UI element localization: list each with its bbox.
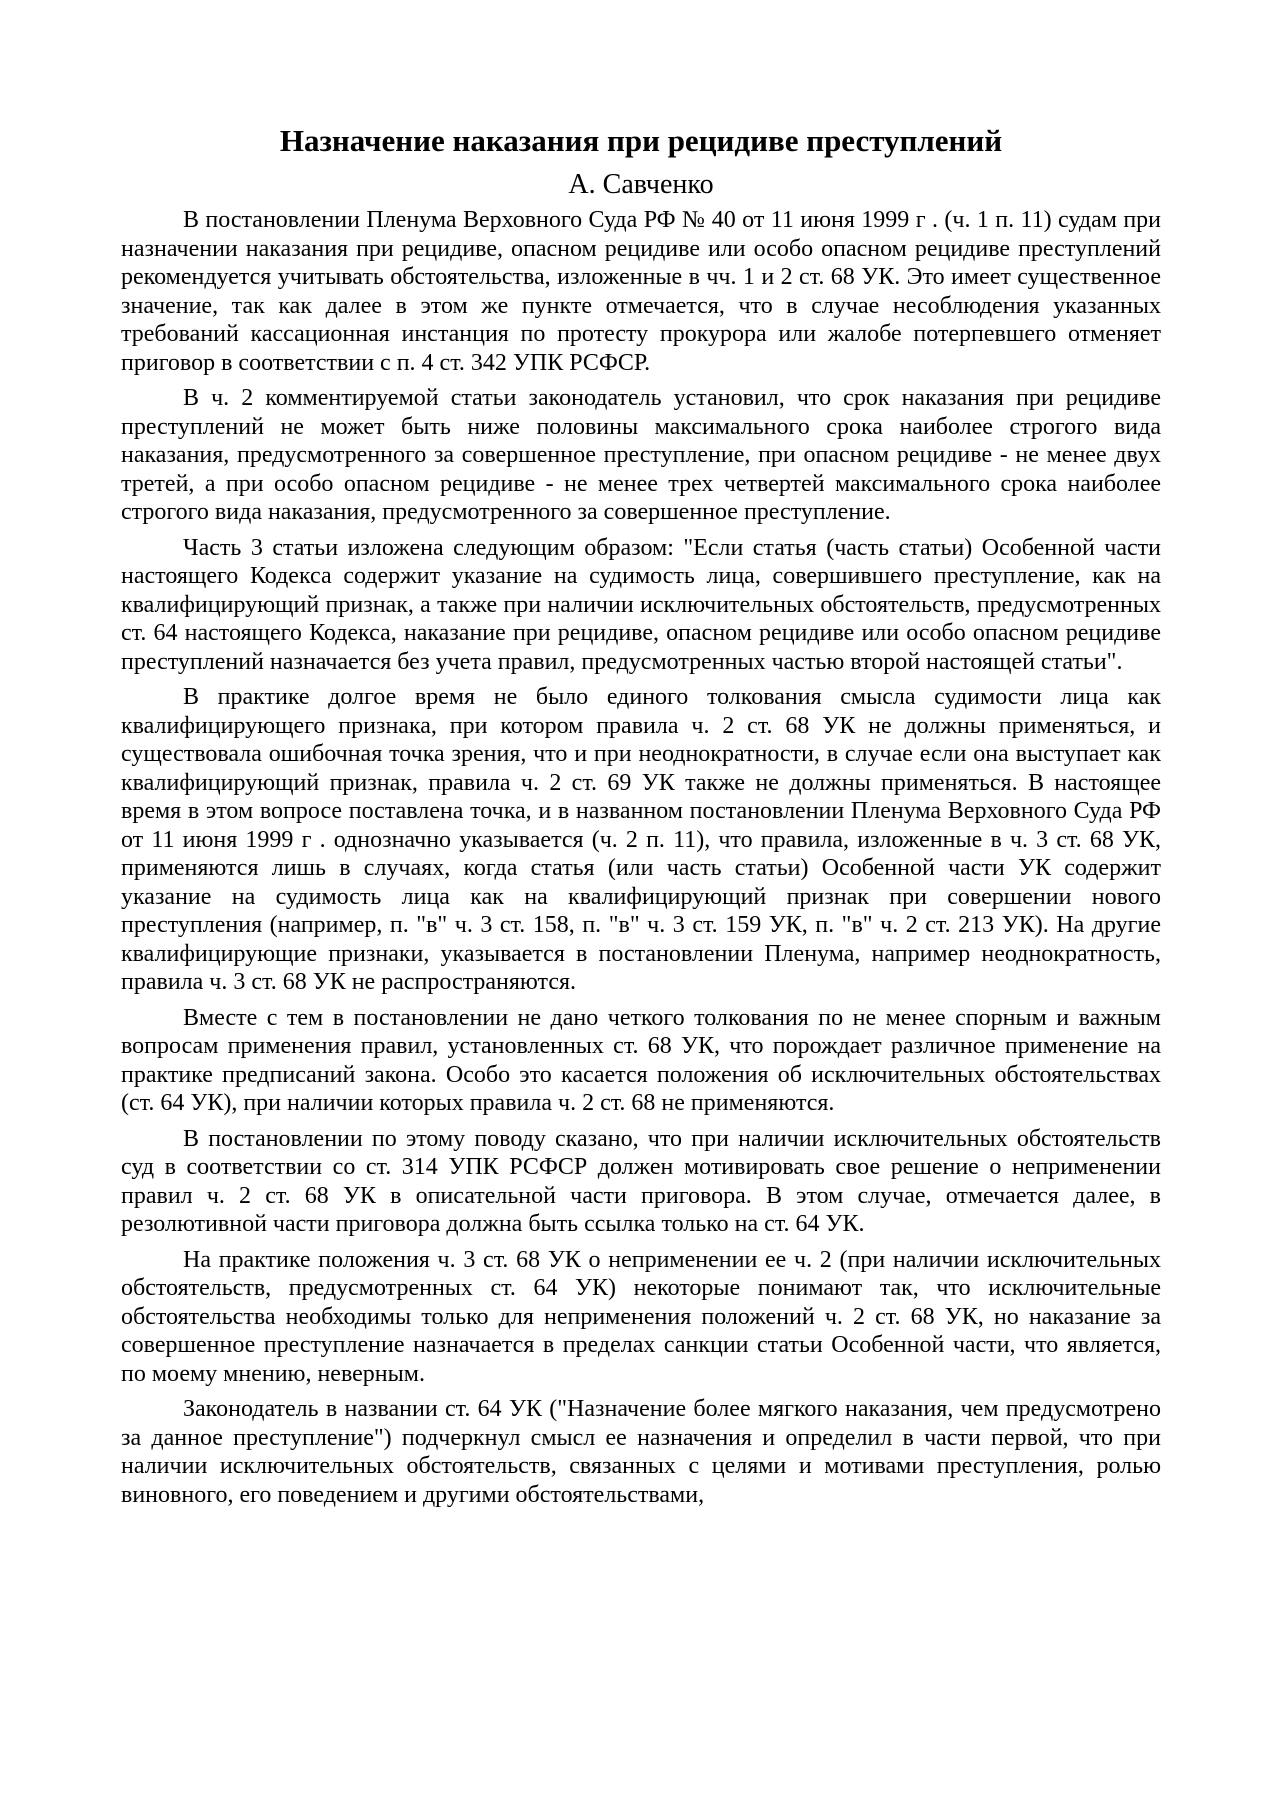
- paragraph: В ч. 2 комментируемой статьи законодатель установил, что срок наказания при рецидиве преступлений не может быть ниже половины максимального срока наиболее строгого вида наказания, предусмотренного за совершенное преступление, при опасном рецидиве - не менее двух третей, а при особо опасном рецидиве - не менее трех четвертей максимального срока наиболее строгого вида наказания, предусмотренного за совершенное преступление.: [121, 385, 1161, 525]
- document-title: Назначение наказания при рецидиве преступлений: [279, 123, 1003, 158]
- paragraph: Часть 3 статьи изложена следующим образом: "Если статья (часть статьи) Особенной части настоящего Кодекса содержит указание на судимость лица, совершившего преступление, как на квалифицирующий признак, а также при наличии исключительных обстоятельств, предусмотренных ст. 64 настоящего Кодекса, наказание при рецидиве, опасном рецидиве или особо опасном рецидиве преступлений назначается без учета правил, предусмотренных частью второй настоящей статьи".: [121, 534, 1161, 675]
- paragraph: В постановлении Пленума Верховного Суда РФ № 40 от 11 июня 1999 г . (ч. 1 п. 11) судам при назначении наказания при рецидиве, опасном рецидиве или особо опасном рецидиве преступлений рекомендуется учитывать обстоятельства, изложенные в чч. 1 и 2 ст. 68 УК. Это имеет существенное значение, так как далее в этом же пункте отмечается, что в случае несоблюдения указанных требований кассационная инстанция по протесту прокурора или жалобе потерпевшего отменяет приговор в соответствии с п. 4 ст. 342 УПК РСФСР.: [121, 207, 1161, 376]
- document-author: А. Савченко: [568, 169, 714, 200]
- document-page: [121, 116, 1161, 1516]
- paragraph: Законодатель в названии ст. 64 УК ("Назначение более мягкого наказания, чем предусмотрено за данное преступление") подчеркнул смысл ее назначения и определил в части первой, что при наличии исключительных обстоятельств, связанных с целями и мотивами преступления, ролью виновного, его поведением и другими обстоятельствами,: [121, 1396, 1161, 1508]
- paragraph: В постановлении по этому поводу сказано, что при наличии исключительных обстоятельств суд в соответствии со ст. 314 УПК РСФСР должен мотивировать свое решение о неприменении правил ч. 2 ст. 68 УК в описательной части приговора. В этом случае, отмечается далее, в резолютивной части приговора должна быть ссылка только на ст. 64 УК.: [121, 1125, 1161, 1237]
- paragraph: Вместе с тем в постановлении не дано четкого толкования по не менее спорным и важным вопросам применения правил, установленных ст. 68 УК, что порождает различное применение на практике предписаний закона. Особо это касается положения об исключительных обстоятельствах (ст. 64 УК), при наличии которых правила ч. 2 ст. 68 не применяются.: [121, 1004, 1161, 1116]
- paragraph: На практике положения ч. 3 ст. 68 УК о неприменении ее ч. 2 (при наличии исключительных обстоятельств, предусмотренных ст. 64 УК) некоторые понимают так, что исключительные обстоятельства необходимы только для неприменения положений ч. 2 ст. 68 УК, но наказание за совершенное преступление назначается в пределах санкции статьи Особенной части, что является, по моему мнению, неверным.: [121, 1246, 1161, 1387]
- paragraph: В практике долгое время не было единого толкования смысла судимости лица как квалифицирующего признака, при котором правила ч. 2 ст. 68 УК не должны применяться, и существовала ошибочная точка зрения, что и при неоднократности, в случае если она выступает как квалифицирующий признак, правила ч. 2 ст. 69 УК также не должны применяться. В настоящее время в этом вопросе поставлена точка, и в названном постановлении Пленума Верховного Суда РФ от 11 июня 1999 г . однозначно указывается (ч. 2 п. 11), что правила, изложенные в ч. 3 ст. 68 УК, применяются лишь в случаях, когда статья (или часть статьи) Особенной части УК содержит указание на судимость лица как на квалифицирующий признак при совершении нового преступления (например, п. "в" ч. 3 ст. 158, п. "в" ч. 3 ст. 159 УК, п. "в" ч. 2 ст. 213 УК). На другие квалифицирующие признаки, указывается в постановлении Пленума, например неоднократность, правила ч. 3 ст. 68 УК не распространяются.: [121, 684, 1161, 995]
